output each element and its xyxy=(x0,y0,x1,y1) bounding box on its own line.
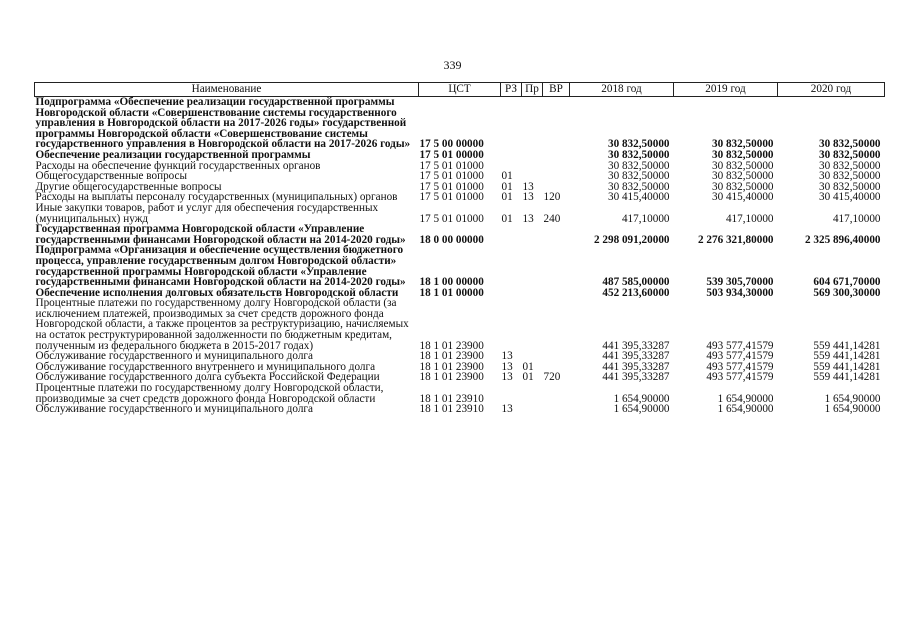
cell-cst: 17 5 01 01000 xyxy=(419,170,484,183)
page-number: 339 xyxy=(443,58,462,72)
cell-y2018: 1 654,90000 xyxy=(613,392,670,405)
cell-rz xyxy=(501,150,522,161)
cell-y2018: 30 415,40000 xyxy=(607,191,670,204)
cell-vr xyxy=(543,288,570,299)
cell-y2019: 30 832,50000 xyxy=(711,159,774,172)
cell-name: Подпрограмма «Организация и обеспечение осуществления бюджетного процесса, управление государственным долгом Новгородской области» государственной программы Новгородской области «Управление государственными финансами Новгородской области на 2014-2020 годы» xyxy=(35,244,406,289)
cell-rz: 13 xyxy=(501,403,513,416)
cell-y2018: 30 832,50000 xyxy=(607,138,670,151)
header-2018: 2018 год xyxy=(570,83,674,97)
cell-y2020: 559 441,14281 xyxy=(813,350,881,363)
table-row xyxy=(35,383,885,404)
cell-cst: 18 1 01 00000 xyxy=(419,286,484,299)
cell-y2019: 493 577,41579 xyxy=(706,360,774,373)
cell-y2019: 2 276 321,80000 xyxy=(697,233,774,246)
cell-vr xyxy=(543,161,570,172)
cell-rz xyxy=(501,224,522,245)
cell-name: Государственная программа Новгородской области «Управление государственными финансами Новгородской области на 2014-2020 годы» xyxy=(35,223,406,246)
cell-y2020: 30 832,50000 xyxy=(818,180,881,193)
cell-name: Расходы на выплаты персоналу государственных (муниципальных) органов xyxy=(35,191,398,204)
cell-vr xyxy=(543,224,570,245)
table-row xyxy=(35,97,885,150)
cell-rz: 13 xyxy=(501,371,513,384)
cell-pr xyxy=(522,298,543,351)
cell-y2019: 1 654,90000 xyxy=(717,392,774,405)
cell-pr xyxy=(522,404,543,415)
cell-y2020: 30 415,40000 xyxy=(818,191,881,204)
cell-cst: 18 1 00 00000 xyxy=(419,276,484,289)
cell-y2018: 441 395,33287 xyxy=(602,360,670,373)
budget-table xyxy=(34,82,885,415)
cell-y2019: 30 832,50000 xyxy=(711,138,774,151)
cell-cst: 18 1 01 23900 xyxy=(419,350,484,363)
cell-y2020: 569 300,30000 xyxy=(813,286,881,299)
table-row xyxy=(35,203,885,224)
cell-pr: 01 xyxy=(522,360,534,373)
cell-y2018: 30 832,50000 xyxy=(607,180,670,193)
cell-y2019: 417,10000 xyxy=(725,212,774,225)
cell-y2019: 30 415,40000 xyxy=(711,191,774,204)
cell-name: Обеспечение исполнения долговых обязательств Новгородской области xyxy=(35,286,399,299)
cell-y2019: 30 832,50000 xyxy=(711,170,774,183)
cell-cst: 18 0 00 00000 xyxy=(419,233,484,246)
cell-y2018: 487 585,00000 xyxy=(602,276,670,289)
cell-vr xyxy=(543,351,570,362)
cell-y2020: 30 832,50000 xyxy=(818,159,881,172)
cell-rz xyxy=(501,97,522,150)
header-name: Наименование xyxy=(35,83,419,97)
cell-cst: 18 1 01 23910 xyxy=(419,403,484,416)
cell-pr xyxy=(522,383,543,404)
cell-y2020: 30 832,50000 xyxy=(818,138,881,151)
cell-cst: 18 1 01 23910 xyxy=(419,392,484,405)
cell-cst: 18 1 01 23900 xyxy=(419,339,484,352)
cell-pr xyxy=(522,224,543,245)
cell-vr xyxy=(543,97,570,150)
cell-vr: 720 xyxy=(543,371,561,384)
cell-cst: 17 5 01 01000 xyxy=(419,212,484,225)
cell-y2019: 30 832,50000 xyxy=(711,180,774,193)
cell-cst: 17 5 01 01000 xyxy=(419,191,484,204)
cell-pr: 13 xyxy=(522,180,534,193)
header-2019: 2019 год xyxy=(674,83,778,97)
cell-y2020: 30 832,50000 xyxy=(818,148,881,161)
cell-y2018: 441 395,33287 xyxy=(602,339,670,352)
table-row xyxy=(35,298,885,351)
cell-pr xyxy=(522,150,543,161)
cell-rz: 01 xyxy=(501,191,513,204)
cell-rz: 01 xyxy=(501,212,513,225)
cell-vr xyxy=(543,150,570,161)
cell-y2018: 1 654,90000 xyxy=(613,403,670,416)
table-row xyxy=(35,404,885,415)
cell-rz xyxy=(501,383,522,404)
cell-cst: 17 5 01 01000 xyxy=(419,180,484,193)
cell-rz: 01 xyxy=(501,170,513,183)
cell-pr xyxy=(522,245,543,287)
cell-cst: 17 5 01 01000 xyxy=(419,159,484,172)
cell-y2019: 493 577,41579 xyxy=(706,371,774,384)
header-rz: РЗ xyxy=(501,83,522,97)
cell-pr: 13 xyxy=(522,191,534,204)
table-body xyxy=(35,97,885,415)
cell-y2019: 503 934,30000 xyxy=(706,286,774,299)
cell-y2018: 30 832,50000 xyxy=(607,170,670,183)
cell-name: Обслуживание государственного долга субъекта Российской Федерации xyxy=(35,371,380,384)
cell-rz xyxy=(501,288,522,299)
cell-vr xyxy=(543,298,570,351)
cell-name: Обслуживание государственного и муниципального долга xyxy=(35,403,313,416)
cell-vr xyxy=(543,245,570,287)
header-cst: ЦСТ xyxy=(419,83,501,97)
cell-name: Обеспечение реализации государственной программы xyxy=(35,148,311,161)
cell-y2020: 1 654,90000 xyxy=(824,403,881,416)
cell-vr: 240 xyxy=(543,212,561,225)
cell-cst: 18 1 01 23900 xyxy=(419,360,484,373)
cell-cst: 17 5 00 00000 xyxy=(419,138,484,151)
cell-rz xyxy=(501,298,522,351)
cell-rz: 01 xyxy=(501,180,513,193)
table-header xyxy=(35,83,885,97)
table-row xyxy=(35,245,885,287)
cell-rz: 13 xyxy=(501,350,513,363)
cell-y2019: 493 577,41579 xyxy=(706,350,774,363)
cell-y2019: 539 305,70000 xyxy=(706,276,774,289)
header-vr: ВР xyxy=(543,83,570,97)
header-pr: Пр xyxy=(522,83,543,97)
cell-vr xyxy=(543,383,570,404)
header-2020: 2020 год xyxy=(778,83,885,97)
cell-y2020: 559 441,14281 xyxy=(813,339,881,352)
cell-pr xyxy=(522,288,543,299)
cell-y2020: 30 832,50000 xyxy=(818,170,881,183)
cell-y2019: 30 832,50000 xyxy=(711,148,774,161)
cell-y2018: 30 832,50000 xyxy=(607,159,670,172)
cell-y2020: 559 441,14281 xyxy=(813,360,881,373)
cell-name: Обслуживание государственного и муниципального долга xyxy=(35,350,313,363)
cell-y2018: 417,10000 xyxy=(621,212,670,225)
cell-name: Другие общегосударственные вопросы xyxy=(35,180,222,193)
cell-name: Процентные платежи по государственному долгу Новгородской области, производимые за счет средств дорожного фонда Новгородской области xyxy=(35,382,384,405)
cell-y2020: 2 325 896,40000 xyxy=(804,233,881,246)
cell-pr xyxy=(522,97,543,150)
cell-y2018: 30 832,50000 xyxy=(607,148,670,161)
cell-name: Обслуживание государственного внутреннего и муниципального долга xyxy=(35,360,376,373)
cell-vr: 120 xyxy=(543,191,561,204)
cell-y2018: 2 298 091,20000 xyxy=(593,233,670,246)
cell-cst: 17 5 01 00000 xyxy=(419,148,484,161)
cell-y2020: 417,10000 xyxy=(832,212,881,225)
cell-name: Расходы на обеспечение функций государственных органов xyxy=(35,159,321,172)
cell-vr xyxy=(543,404,570,415)
cell-pr xyxy=(522,161,543,172)
cell-y2018: 452 213,60000 xyxy=(602,286,670,299)
cell-y2019: 1 654,90000 xyxy=(717,403,774,416)
cell-y2018: 441 395,33287 xyxy=(602,371,670,384)
cell-pr: 01 xyxy=(522,371,534,384)
cell-y2019: 493 577,41579 xyxy=(706,339,774,352)
cell-y2020: 1 654,90000 xyxy=(824,392,881,405)
cell-name: Иные закупки товаров, работ и услуг для обеспечения государственных (муниципальных) нужд xyxy=(35,201,379,225)
table-row xyxy=(35,150,885,161)
cell-rz xyxy=(501,245,522,287)
cell-name: Процентные платежи по государственному долгу Новгородской области (за исключением платежей, производимых за счет средств дорожного фонда Новгородской области, а также процентов за реструктуризацию, начисляемых на остаток реструктурированной задолженности по бюджетным кредитам, полученным из федерального бюджета в 2015-2017 годах) xyxy=(35,297,409,352)
cell-y2018: 441 395,33287 xyxy=(602,350,670,363)
cell-name: Подпрограмма «Обеспечение реализации государственной программы Новгородской области «Совершенствование системы государственного управления в Новгородской области на 2017-2026 годы» государственной программы Новгородской области «Совершенствование системы государственного управления в Новгородской области на 2017-2026 годы» xyxy=(35,96,411,151)
cell-y2020: 604 671,70000 xyxy=(813,276,881,289)
table-row xyxy=(35,224,885,245)
cell-cst: 18 1 01 23900 xyxy=(419,371,484,384)
cell-pr: 13 xyxy=(522,212,534,225)
cell-rz: 13 xyxy=(501,360,513,373)
cell-vr xyxy=(543,171,570,182)
cell-name: Общегосударственные вопросы xyxy=(35,170,188,183)
cell-y2020: 559 441,14281 xyxy=(813,371,881,384)
